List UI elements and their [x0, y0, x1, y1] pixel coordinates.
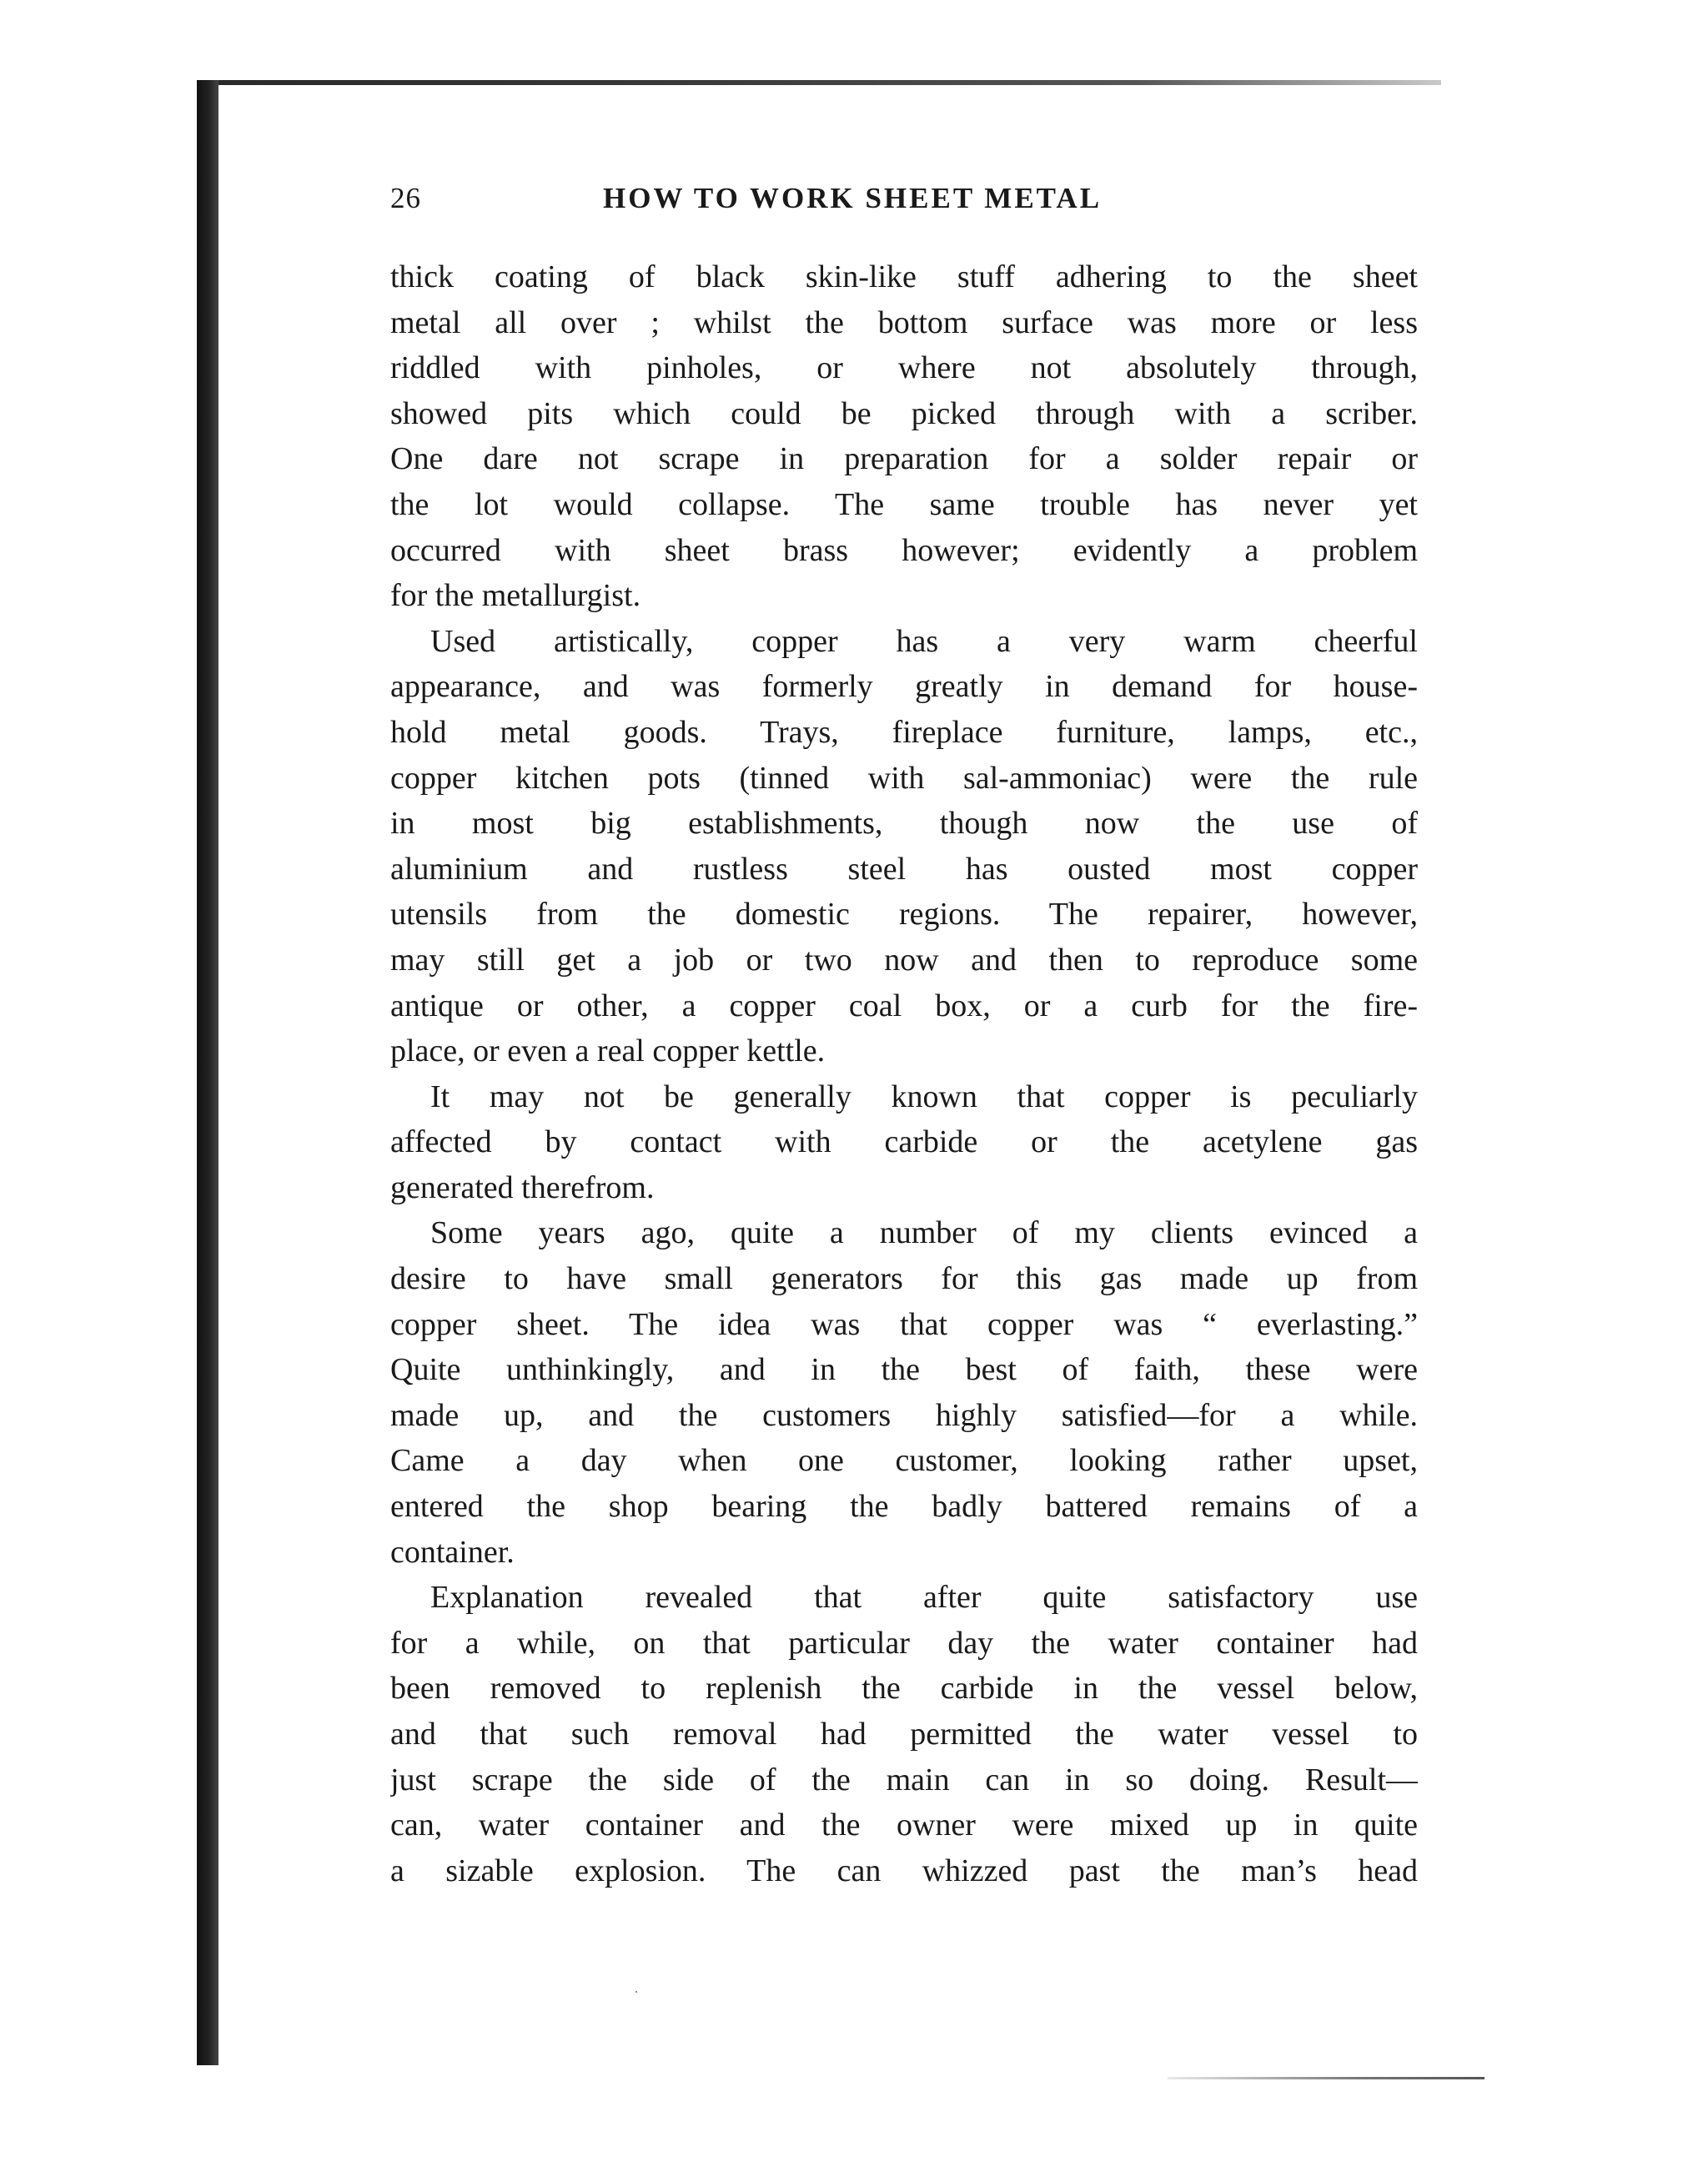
text-line: generated therefrom. — [390, 1169, 655, 1205]
text-line: riddled with pinholes, or where not absolutely through, — [390, 350, 1418, 386]
text-line: appearance, and was formerly greatly in demand for house- — [390, 669, 1418, 705]
text-line: It may not be generally known that copper is peculiarly — [430, 1078, 1418, 1114]
text-line: can, water container and the owner were mixed up in quite — [390, 1807, 1418, 1843]
text-line: thick coating of black skin-like stuff adhering to the sheet — [390, 259, 1418, 294]
text-line: container. — [390, 1534, 515, 1570]
text-line: a sizable explosion. The can whizzed past the man’s head — [390, 1853, 1418, 1888]
page-edge-bottom — [1168, 2077, 1484, 2079]
text-line: One dare not scrape in preparation for a solder repair or — [390, 441, 1418, 477]
text-line: just scrape the side of the main can in so doing. Result— — [390, 1762, 1418, 1797]
text-line: occurred with sheet brass however; evidently a problem — [390, 532, 1418, 568]
text-line: Came a day when one customer, looking rather upset, — [390, 1443, 1418, 1479]
text-line: in most big establishments, though now the use of — [390, 806, 1418, 842]
text-line: entered the shop bearing the badly battered remains of a — [390, 1489, 1418, 1525]
text-line: utensils from the domestic regions. The repairer, however, — [390, 897, 1418, 933]
text-line: aluminium and rustless steel has ousted most copper — [390, 851, 1418, 887]
text-line: place, or even a real copper kettle. — [390, 1033, 826, 1069]
text-line: Explanation revealed that after quite satisfactory use — [430, 1580, 1418, 1616]
running-title: HOW TO WORK SHEET METAL — [603, 182, 1103, 214]
text-line: and that such removal had permitted the water vessel to — [390, 1717, 1418, 1752]
text-line: copper sheet. The idea was that copper was “ everlasting.” — [390, 1306, 1418, 1342]
scan-speck: · — [634, 1983, 639, 2000]
page-edge-top — [219, 80, 1441, 85]
text-line: affected by contact with carbide or the acetylene gas — [390, 1124, 1418, 1160]
text-line: Used artistically, copper has a very warm cheerful — [430, 623, 1418, 659]
text-line: been removed to replenish the carbide in the vessel below, — [390, 1671, 1418, 1707]
text-line: Quite unthinkingly, and in the best of faith, these were — [390, 1352, 1418, 1388]
text-line: showed pits which could be picked through with a scriber. — [390, 395, 1418, 431]
page-header — [390, 182, 1418, 224]
text-line: the lot would collapse. The same trouble has never yet — [390, 486, 1418, 522]
text-line: metal all over ; whilst the bottom surface was more or less — [390, 304, 1418, 340]
text-line: antique or other, a copper coal box, or a curb for the fire- — [390, 988, 1418, 1023]
page-number: 26 — [390, 182, 421, 214]
body-text — [390, 254, 1418, 1893]
text-line: made up, and the customers highly satisfied—for a while. — [390, 1397, 1418, 1433]
text-line: may still get a job or two now and then to reproduce some — [390, 942, 1418, 978]
text-line: for a while, on that particular day the water container had — [390, 1625, 1418, 1661]
page-edge-left — [197, 80, 219, 2065]
text-line: for the metallurgist. — [390, 578, 641, 614]
text-line: desire to have small generators for this gas made up from — [390, 1261, 1418, 1297]
text-line: Some years ago, quite a number of my clients evinced a — [430, 1215, 1418, 1251]
text-line: copper kitchen pots (tinned with sal-ammoniac) were the rule — [390, 760, 1418, 796]
text-line: hold metal goods. Trays, fireplace furniture, lamps, etc., — [390, 714, 1418, 750]
